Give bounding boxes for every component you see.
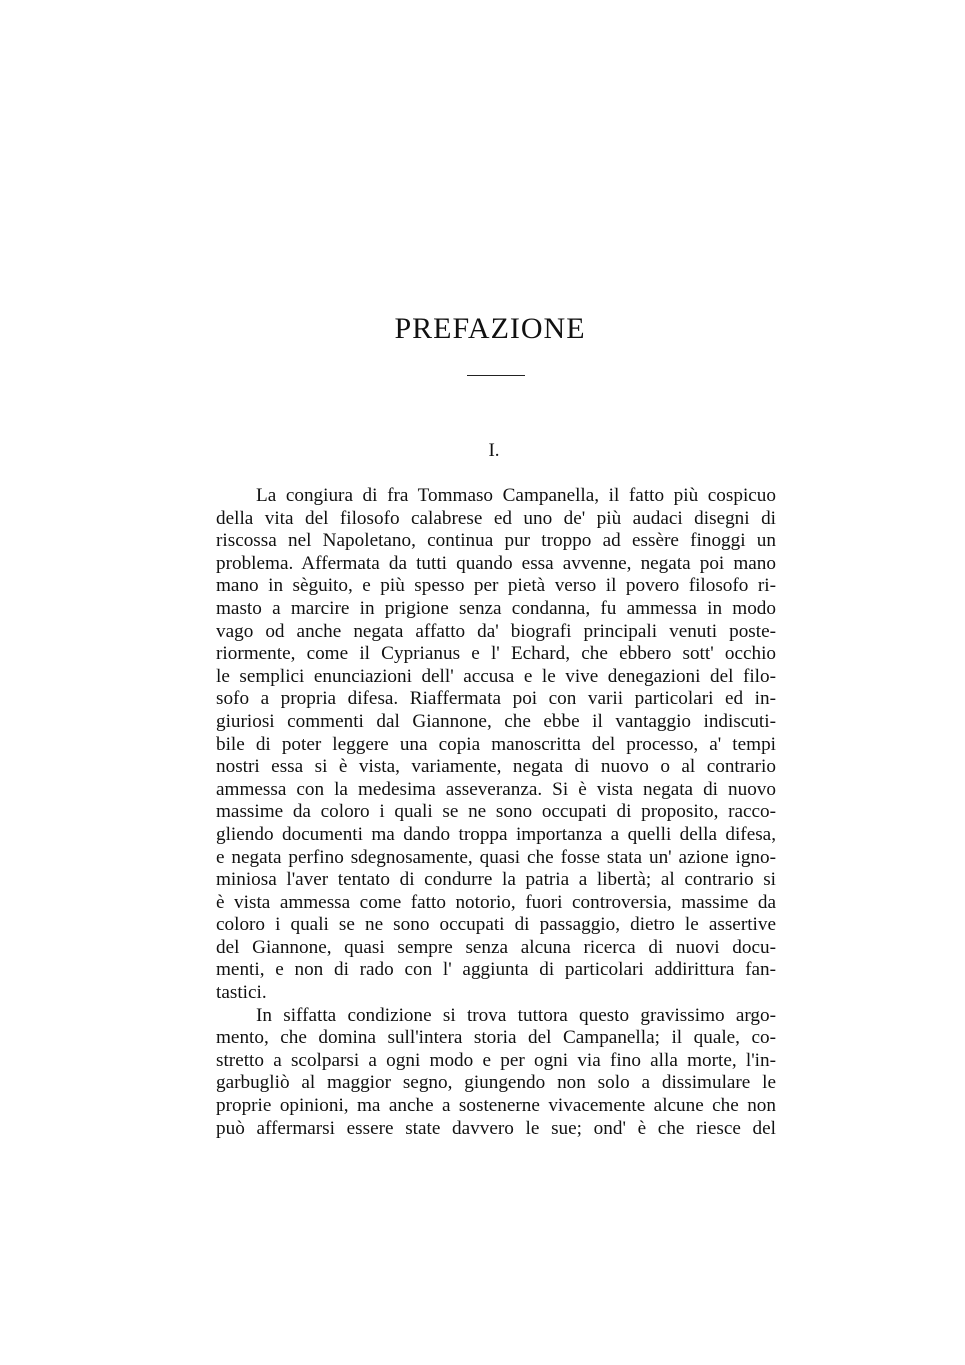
text-line: può affermarsi essere state davvero le sue; ond' è che riesce del bbox=[216, 1117, 776, 1139]
text-line: della vita del filosofo calabrese ed uno de' più audaci disegni di bbox=[216, 507, 776, 529]
text-line: e negata perfino sdegnosamente, quasi che fosse stata un' azione igno- bbox=[216, 846, 776, 868]
body-text bbox=[216, 485, 776, 1140]
text-line: proprie opinioni, ma anche a sostenerne vivacemente alcune che non bbox=[216, 1095, 776, 1117]
text-line: ammessa con la medesima asseveranza. Si è vista negata di nuovo bbox=[216, 778, 776, 800]
text-line: le semplici enunciazioni dell' accusa e le vive denegazioni del filo- bbox=[216, 665, 776, 687]
text-line: garbugliò al maggior segno, giungendo non solo a dissimulare le bbox=[216, 1072, 776, 1094]
text-line: coloro i quali se ne sono occupati di passaggio, dietro le assertive bbox=[216, 914, 776, 936]
text-line: gliendo documenti ma dando troppa importanza a quelli della difesa, bbox=[216, 823, 776, 845]
section-number: I. bbox=[488, 440, 500, 461]
text-line: riscossa nel Napoletano, continua pur troppo ad essère finoggi un bbox=[216, 530, 776, 552]
text-line: problema. Affermata da tutti quando essa avvenne, negata poi mano bbox=[216, 552, 776, 574]
text-line: vago od anche negata affatto da' biografi principali venuti poste- bbox=[216, 620, 776, 642]
text-line: riormente, come il Cyprianus e l' Echard, che ebbero sott' occhio bbox=[216, 643, 776, 665]
text-line: nostri essa si è vista, variamente, negata di nuovo o al contrario bbox=[216, 756, 776, 778]
text-line: sofo a propria difesa. Riaffermata poi con varii particolari ed in- bbox=[216, 688, 776, 710]
text-line: mano in sèguito, e più spesso per pietà verso il povero filosofo ri- bbox=[216, 575, 776, 597]
text-line: mento, che domina sull'intera storia del Campanella; il quale, co- bbox=[216, 1027, 776, 1049]
title-rule bbox=[467, 375, 525, 376]
text-line: miniosa l'aver tentato di condurre la patria a libertà; al contrario si bbox=[216, 869, 776, 891]
text-line: menti, e non di rado con l' aggiunta di particolari addirittura fan- bbox=[216, 959, 776, 981]
text-line: masto a marcire in prigione senza condanna, fu ammessa in modo bbox=[216, 597, 776, 619]
text-line: è vista ammessa come fatto notorio, fuori controversia, massime da bbox=[216, 891, 776, 913]
text-line: stretto a scolparsi a ogni modo e per ogni via fino alla morte, l'in- bbox=[216, 1049, 776, 1071]
text-line: bile di poter leggere una copia manoscritta del processo, a' tempi bbox=[216, 733, 776, 755]
text-line: giuriosi commenti dal Giannone, che ebbe il vantaggio indiscuti- bbox=[216, 710, 776, 732]
text-line: La congiura di fra Tommaso Campanella, il fatto più cospicuo bbox=[256, 485, 776, 506]
page-title: PREFAZIONE bbox=[394, 312, 586, 345]
text-line: tastici. bbox=[216, 982, 267, 1004]
text-line: del Giannone, quasi sempre senza alcuna ricerca di nuovi docu- bbox=[216, 936, 776, 958]
text-line: massime da coloro i quali se ne sono occupati di proposito, racco- bbox=[216, 801, 776, 823]
text-line: In siffatta condizione si trova tuttora questo gravissimo argo- bbox=[256, 1004, 776, 1026]
